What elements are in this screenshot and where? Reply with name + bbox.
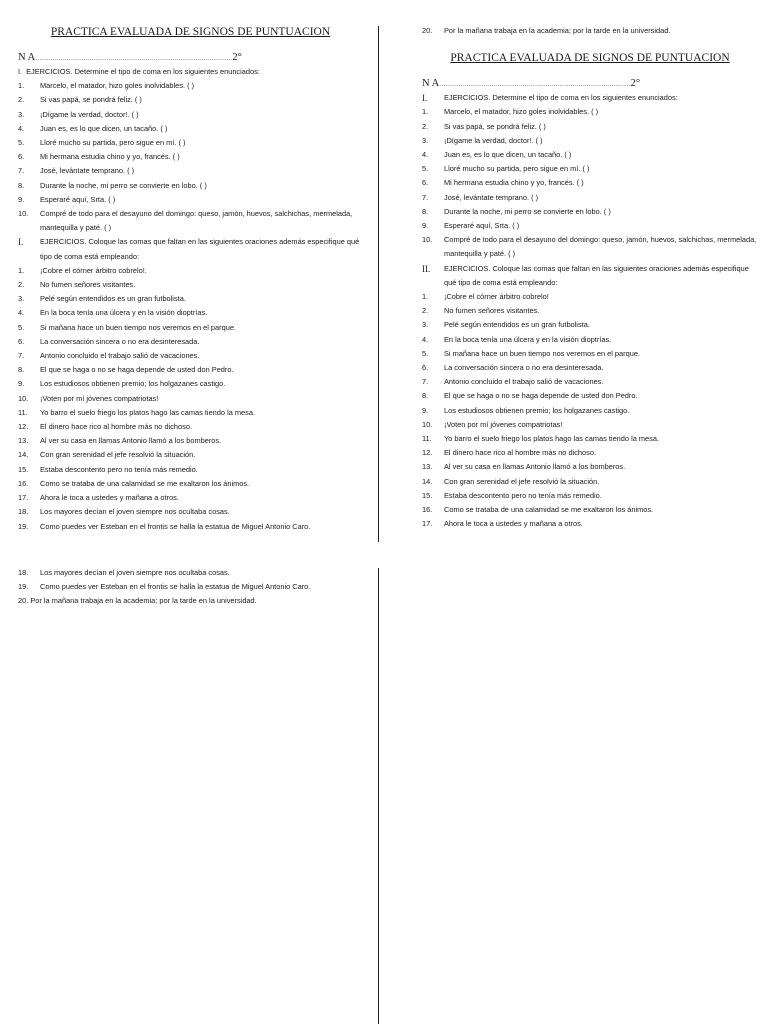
item-text: No fumen señores visitantes. xyxy=(40,280,136,290)
list-item xyxy=(422,176,758,190)
list-item xyxy=(18,406,363,420)
item-text: Ahora le toca a ustedes y mañana a otros. xyxy=(40,493,179,503)
item-text: Por la mañana trabaja en la academia; por la tarde en la universidad. xyxy=(444,26,671,35)
item-text: Si mañana hace un buen tiempo nos veremos en el parque. xyxy=(40,322,236,332)
item-number: 11. xyxy=(422,434,432,444)
item-text: José, levántate temprano. ( ) xyxy=(40,166,135,176)
item-text: Durante la noche, mi perro se convierte en lobo. ( ) xyxy=(444,206,611,216)
section-1-list xyxy=(18,79,363,235)
section-instructions: EJERCICIOS. Coloque las comas que faltan en las siguientes oraciones además especifique qué tipo de coma está empleando: xyxy=(444,263,749,287)
item-text: Yo barro el suelo friego los platos hago las camas tiendo la mesa. xyxy=(40,407,256,417)
item-text: Esperaré aquí, Srta. ( ) xyxy=(40,194,116,204)
section-2-list xyxy=(422,290,758,531)
item-number: 1. xyxy=(18,81,25,91)
item-text: Los estudiosos obtienen premio; los holgazanes castigo. xyxy=(40,379,226,389)
item-number: 5. xyxy=(422,348,429,358)
list-item xyxy=(18,164,363,178)
list-item xyxy=(422,475,758,489)
item-text: El dinero hace rico al hombre más no dichoso. xyxy=(444,448,596,458)
item-number: 12. xyxy=(18,422,29,432)
list-item xyxy=(422,233,758,261)
list-item xyxy=(18,321,363,335)
list-item xyxy=(18,306,363,320)
section-instructions: EJERCICIOS. Determine el tipo de coma en los siguientes enunciados: xyxy=(444,93,678,103)
list-item xyxy=(422,318,758,332)
item-text: Durante la noche, mi perro se convierte en lobo. ( ) xyxy=(40,180,207,190)
list-item xyxy=(18,463,363,477)
item-number: 7. xyxy=(18,351,25,361)
item-number: 16. xyxy=(18,478,29,488)
list-item xyxy=(422,120,758,134)
item-number: 9. xyxy=(422,405,429,415)
item-number: 16. xyxy=(422,505,433,515)
name-line xyxy=(18,52,363,65)
name-dots: ……………………………………………………………………………………… xyxy=(439,82,631,89)
list-item xyxy=(18,122,363,136)
item-number: 18. xyxy=(18,507,29,517)
item-number: 5. xyxy=(18,138,25,148)
list-item xyxy=(18,377,363,391)
item-number: 13. xyxy=(422,462,433,472)
item-text: Antonio concluido el trabajo salió de vacaciones. xyxy=(444,377,604,387)
list-item xyxy=(422,24,758,38)
item-text: Antonio concluido el trabajo salió de vacaciones. xyxy=(40,351,200,361)
item-text: ¡Voten por mí jóvenes compatriotas! xyxy=(40,393,159,403)
item-text: Mi hermana estudia chino y yo, francés. ( ) xyxy=(40,152,180,162)
list-item xyxy=(422,517,758,531)
item-number: 14. xyxy=(18,450,29,460)
item-number: 17. xyxy=(18,493,29,503)
list-item xyxy=(18,179,363,193)
item-number: 6. xyxy=(422,363,429,373)
list-item xyxy=(422,333,758,347)
item-number: 9. xyxy=(18,379,25,389)
item-text: Los mayores decían el joven siempre nos ocultaba cosas. xyxy=(40,507,230,517)
section-2-heading xyxy=(422,262,758,290)
item-number: 2. xyxy=(422,306,429,316)
item-number: 8. xyxy=(422,206,429,216)
list-item xyxy=(422,148,758,162)
item-number: 7. xyxy=(422,192,429,202)
item-text: Como se trataba de una calamidad se me exaltaron los ánimos. xyxy=(444,505,654,515)
item-number: 5. xyxy=(422,164,429,174)
item-text: Juan es, es lo que dicen, un tacaño. ( ) xyxy=(444,150,572,160)
item-text: Al ver su casa en llamas Antonio llamó a los bomberos. xyxy=(40,436,222,446)
item-number: 15. xyxy=(422,490,433,500)
section-instructions: EJERCICIOS. Coloque las comas que faltan en las siguientes oraciones además especifique qué tipo de coma está empleando: xyxy=(40,237,360,261)
item-number: 8. xyxy=(18,365,25,375)
list-item xyxy=(18,520,363,534)
list-item xyxy=(422,361,758,375)
list-item xyxy=(18,264,363,278)
item-number: 2. xyxy=(18,95,25,105)
right-worksheet xyxy=(422,24,758,532)
item-number: 3. xyxy=(18,109,25,119)
section-1-list xyxy=(422,105,758,261)
name-label: N A xyxy=(422,78,440,90)
continuation-list xyxy=(18,566,363,609)
item-number: 9. xyxy=(18,194,25,204)
list-item xyxy=(18,150,363,164)
list-item xyxy=(18,420,363,434)
section-number: I. xyxy=(18,237,24,248)
item-text: En la boca tenía una úlcera y en la visión dioptrías. xyxy=(40,308,208,318)
item-text: Estaba descontento pero no tenía más remedio. xyxy=(444,490,602,500)
item-text: ¡Cobre el córner árbitro cobrelo! xyxy=(444,292,549,302)
item-number: 6. xyxy=(18,152,25,162)
list-item xyxy=(422,432,758,446)
item-number: 20. xyxy=(18,596,29,606)
list-item xyxy=(18,594,363,608)
list-item xyxy=(18,434,363,448)
list-item xyxy=(18,335,363,349)
list-item xyxy=(18,505,363,519)
list-item xyxy=(422,219,758,233)
list-item xyxy=(422,460,758,474)
item-text: Como puedes ver Esteban en el frontis se halla la estatua de Miguel Antonio Caro. xyxy=(40,582,311,592)
item-text: Con gran serenidad el jefe resolvió la situación. xyxy=(444,476,600,486)
list-item xyxy=(18,278,363,292)
item-number: 8. xyxy=(422,391,429,401)
item-text: Como se trataba de una calamidad se me exaltaron los ánimos. xyxy=(40,478,250,488)
item-text: ¡Cobre el córner árbitro cobrelo!. xyxy=(40,265,147,275)
item-text: Compré de todo para el desayuno del domingo: queso, jamón, huevos, salchichas, mermelada, mantequilla y paté. ( ) xyxy=(40,209,353,233)
section-number: II. xyxy=(422,263,431,274)
item-text: Con gran serenidad el jefe resolvió la situación. xyxy=(40,450,196,460)
name-label: N A xyxy=(18,52,36,63)
list-item xyxy=(18,491,363,505)
item-number: 3. xyxy=(422,135,429,145)
item-number: 4. xyxy=(422,150,429,160)
item-number: 4. xyxy=(422,334,429,344)
item-number: 1. xyxy=(422,107,429,117)
list-item xyxy=(18,477,363,491)
column-divider xyxy=(378,26,379,542)
item-number: 8. xyxy=(18,180,25,190)
list-item xyxy=(18,207,363,235)
section-2-heading xyxy=(18,235,363,263)
grade-label: 2° xyxy=(232,52,242,63)
item-text: Pelé según entendidos es un gran futbolista. xyxy=(444,320,590,330)
item-number: 2. xyxy=(18,280,25,290)
item-text: La conversación sincera o no era desinteresada. xyxy=(444,363,604,373)
section-number: I. xyxy=(18,67,23,76)
list-item xyxy=(18,108,363,122)
list-item xyxy=(422,389,758,403)
list-item xyxy=(18,79,363,93)
list-item xyxy=(422,134,758,148)
left-worksheet xyxy=(18,24,363,534)
section-1-heading xyxy=(18,65,363,79)
item-text: En la boca tenía una úlcera y en la visión dioptrías. xyxy=(444,334,612,344)
item-text: Lloré mucho su partida, pero sigue en mí. ( ) xyxy=(40,138,186,148)
item-number: 1. xyxy=(422,292,429,302)
section-2-list xyxy=(18,264,363,534)
list-item xyxy=(422,290,758,304)
item-text: Lloré mucho su partida, pero sigue en mí. ( ) xyxy=(444,164,590,174)
list-item xyxy=(18,292,363,306)
item-number: 12. xyxy=(422,448,433,458)
list-item xyxy=(18,448,363,462)
list-item xyxy=(422,304,758,318)
grade-label: 2° xyxy=(630,78,641,90)
item-number: 2. xyxy=(422,121,429,131)
list-item xyxy=(422,418,758,432)
item-number: 10. xyxy=(422,235,433,245)
item-number: 6. xyxy=(18,336,25,346)
list-item xyxy=(422,489,758,503)
list-item xyxy=(422,503,758,517)
item-number: 6. xyxy=(422,178,429,188)
item-text: Como puedes ver Esteban en el frontis se halla la estatua de Miguel Antonio Caro. xyxy=(40,521,311,531)
item-number: 17. xyxy=(422,519,433,529)
item-number: 11. xyxy=(18,407,28,417)
item-text: Juan es, es lo que dicen, un tacaño. ( ) xyxy=(40,123,168,133)
item-number: 15. xyxy=(18,464,29,474)
item-text: No fumen señores visitantes. xyxy=(444,306,540,316)
item-text: Si vas papá, se pondrá feliz. ( ) xyxy=(40,95,142,105)
name-line xyxy=(422,78,758,91)
list-item xyxy=(18,392,363,406)
item-text: Yo barro el suelo friego los platos hago las camas tiendo la mesa. xyxy=(444,434,660,444)
item-number: 3. xyxy=(18,294,25,304)
item-text: Compré de todo para el desayuno del domingo: queso, jamón, huevos, salchichas, mermelada, mantequilla y paté. ( ) xyxy=(444,235,757,259)
list-item xyxy=(18,93,363,107)
item-text: ¡Dígame la verdad, doctor!. ( ) xyxy=(40,109,139,119)
item-number: 10. xyxy=(422,419,433,429)
item-text: José, levántate temprano. ( ) xyxy=(444,192,539,202)
item-text: ¡Dígame la verdad, doctor!. ( ) xyxy=(444,135,543,145)
item-number: 18. xyxy=(18,568,29,577)
item-text: Si mañana hace un buen tiempo nos veremos en el parque. xyxy=(444,348,640,358)
list-item xyxy=(422,162,758,176)
section-1-heading xyxy=(422,91,758,105)
list-item xyxy=(422,191,758,205)
item-text: Mi hermana estudia chino y yo, francés. ( ) xyxy=(444,178,584,188)
item-text: La conversación sincera o no era desinteresada. xyxy=(40,336,200,346)
item-text: Si vas papá, se pondrá feliz. ( ) xyxy=(444,121,546,131)
item-number: 10. xyxy=(18,393,29,403)
item-text: El dinero hace rico al hombre más no dichoso. xyxy=(40,422,192,432)
section-instructions: EJERCICIOS. Determine el tipo de coma en los siguientes enunciados: xyxy=(26,67,260,76)
list-item xyxy=(18,363,363,377)
list-item xyxy=(422,205,758,219)
item-number: 7. xyxy=(18,166,25,176)
item-number: 19. xyxy=(18,582,29,592)
list-item xyxy=(422,105,758,119)
item-text: El que se haga o no se haga depende de usted don Pedro. xyxy=(444,391,638,401)
item-number: 9. xyxy=(422,221,429,231)
item-number: 20. xyxy=(422,26,433,35)
item-text: Los estudiosos obtienen premio; los holgazanes castigo. xyxy=(444,405,630,415)
list-item xyxy=(18,566,363,580)
name-dots: ………………………………………………………………………………………… xyxy=(35,56,233,62)
item-number: 1. xyxy=(18,265,25,275)
item-text: Estaba descontento pero no tenía más remedio. xyxy=(40,464,198,474)
column-divider xyxy=(378,568,379,1024)
worksheet-title: PRACTICA EVALUADA DE SIGNOS DE PUNTUACION xyxy=(450,52,730,65)
list-item xyxy=(422,375,758,389)
item-text: Esperaré aquí, Srta. ( ) xyxy=(444,221,520,231)
section-number: I. xyxy=(422,93,428,104)
item-text: ¡Voten por mí jóvenes compatriotas! xyxy=(444,419,563,429)
item-text: Al ver su casa en llamas Antonio llamó a los bomberos. xyxy=(444,462,626,472)
list-item xyxy=(18,349,363,363)
item-number: 14. xyxy=(422,476,433,486)
item-text: Pelé según entendidos es un gran futbolista. xyxy=(40,294,186,304)
item-text: Los mayores decían el joven siempre nos ocultaba cosas. xyxy=(40,568,230,577)
item-number: 4. xyxy=(18,308,25,318)
list-item xyxy=(422,404,758,418)
item-number: 10. xyxy=(18,209,29,219)
item-text: Marcelo, el matador, hizo goles inolvidables. ( ) xyxy=(444,107,599,117)
item-number: 19. xyxy=(18,521,29,531)
item-number: 7. xyxy=(422,377,429,387)
list-item xyxy=(18,580,363,594)
list-item xyxy=(422,347,758,361)
item-number: 4. xyxy=(18,123,25,133)
list-item xyxy=(18,136,363,150)
item-number: 13. xyxy=(18,436,29,446)
item-text: Marcelo, el matador, hizo goles inolvidables. ( ) xyxy=(40,81,195,91)
list-item xyxy=(18,193,363,207)
item-text: Ahora le toca a ustedes y mañana a otros. xyxy=(444,519,583,529)
list-item xyxy=(422,446,758,460)
item-number: 5. xyxy=(18,322,25,332)
item-number: 3. xyxy=(422,320,429,330)
worksheet-title: PRACTICA EVALUADA DE SIGNOS DE PUNTUACION xyxy=(50,26,331,38)
item-text: Por la mañana trabaja en la academia; por la tarde en la universidad. xyxy=(30,596,257,606)
item-text: El que se haga o no se haga depende de usted don Pedro. xyxy=(40,365,234,375)
